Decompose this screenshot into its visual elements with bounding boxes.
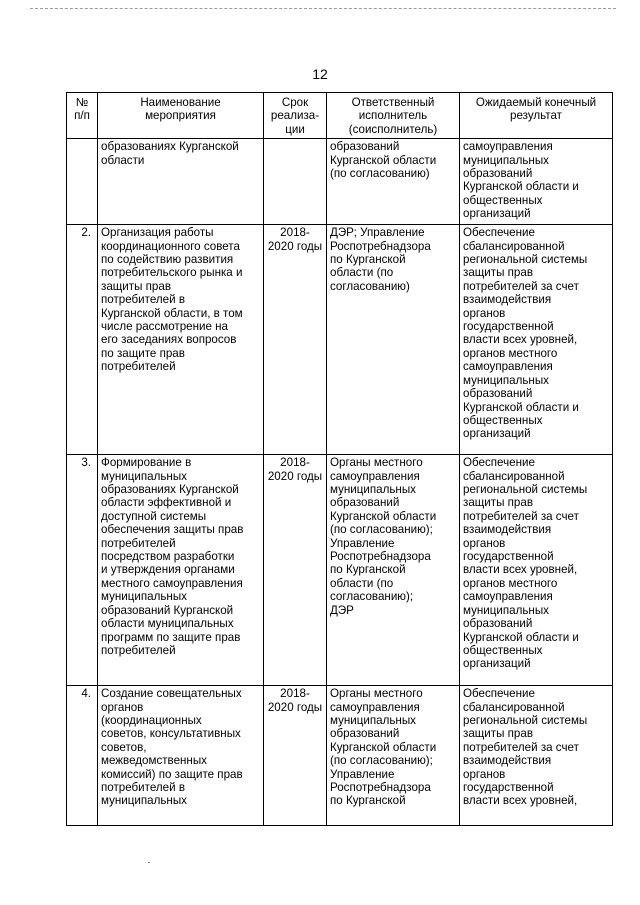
header-term-line: ции: [285, 122, 305, 136]
responsible-cell-line: Курганской области: [330, 740, 437, 754]
activity-cell-line: муниципальных: [101, 794, 187, 808]
responsible-cell-line: муниципальных: [330, 714, 416, 728]
term-cell: [264, 139, 327, 225]
result-cell-line: сбалансированной: [463, 469, 565, 483]
result-cell-line: региональной системы: [463, 483, 588, 497]
responsible-cell-line: Органы местного: [330, 456, 423, 470]
responsible-cell-line: (по согласованию);: [330, 523, 433, 537]
table-row: [67, 455, 613, 686]
responsible-cell-line: области (по: [330, 266, 394, 280]
result-cell-line: власти всех уровней,: [463, 563, 578, 577]
header-number-line: п/п: [74, 109, 90, 123]
activity-cell-line: программ по защите прав: [101, 630, 241, 644]
result-cell-line: организаций: [463, 427, 531, 441]
term-cell: [264, 225, 327, 455]
activity-cell-line: Организация работы: [101, 226, 214, 240]
activity-cell-line: области муниципальных: [101, 617, 234, 631]
header-activity-line: мероприятия: [145, 109, 216, 123]
activity-cell-line: по защите прав: [101, 346, 185, 360]
result-cell-line: образований: [463, 387, 533, 401]
responsible-cell: [327, 455, 460, 686]
result-cell-line: взаимодействия: [463, 293, 552, 307]
result-cell-line: органов: [463, 536, 506, 550]
responsible-cell-line: Управление: [330, 536, 395, 550]
activity-cell-line: потребителей в: [101, 781, 185, 795]
responsible-cell-line: согласованию);: [330, 590, 414, 604]
responsible-cell-line: муниципальных: [330, 483, 416, 497]
activity-cell-line: посредством разработки: [101, 550, 235, 564]
table-row: [67, 139, 613, 225]
result-cell-line: региональной системы: [463, 714, 588, 728]
result-cell: [460, 139, 613, 225]
result-cell-line: Курганской области и: [463, 400, 579, 414]
activity-cell-line: органов: [101, 700, 144, 714]
activity-cell-line: муниципальных: [101, 590, 187, 604]
activity-cell-line: по содействию развития: [101, 253, 234, 267]
header-responsible-line: (соисполнитель): [348, 122, 438, 136]
header-term: [264, 93, 327, 139]
activity-cell-line: (координационных: [101, 714, 202, 728]
header-term-line: Срок: [281, 96, 309, 109]
term-cell: [264, 455, 327, 686]
result-cell-line: образований: [463, 167, 533, 181]
responsible-cell-line: образований: [330, 496, 400, 510]
responsible-cell-line: по Курганской: [330, 794, 406, 808]
term-cell-line: 2018-: [280, 456, 310, 470]
result-cell-line: Курганской области и: [463, 180, 579, 194]
activity-cell-line: советов, консультативных: [101, 727, 241, 741]
result-cell-line: Обеспечение: [463, 456, 535, 470]
result-cell-line: сбалансированной: [463, 239, 565, 253]
result-cell-line: потребителей за счет: [463, 279, 579, 293]
activity-cell-line: потребительского рынка и: [101, 266, 243, 280]
activity-cell-line: области: [101, 153, 145, 167]
activity-cell-line: защиты прав: [101, 279, 171, 293]
responsible-cell-line: образований: [330, 727, 400, 741]
result-cell-line: власти всех уровней,: [463, 794, 578, 808]
header-result: [460, 93, 613, 139]
responsible-cell-line: (по согласованию);: [330, 754, 433, 768]
result-cell-line: взаимодействия: [463, 754, 552, 768]
result-cell-line: региональной системы: [463, 253, 588, 267]
responsible-cell-line: (по согласованию): [330, 167, 430, 181]
term-cell-line: 2018-: [280, 226, 310, 240]
activity-cell-line: местного самоуправления: [101, 576, 243, 590]
result-cell: [460, 686, 613, 826]
activity-cell-line: Формирование в: [101, 456, 192, 470]
header-activity: [98, 93, 264, 139]
activity-cell-line: обеспечения защиты прав: [101, 523, 244, 537]
result-cell-line: государственной: [463, 320, 554, 334]
result-cell-line: защиты прав: [463, 266, 533, 280]
responsible-cell: [327, 139, 460, 225]
responsible-cell-line: Роспотребнадзора: [330, 239, 431, 253]
activity-cell-line: межведомственных: [101, 754, 207, 768]
activity-cell-line: Курганской области, в том: [101, 306, 243, 320]
row-number: 4.: [67, 686, 98, 826]
result-cell-line: потребителей за счет: [463, 740, 579, 754]
responsible-cell-line: Курганской области: [330, 509, 437, 523]
result-cell-line: самоуправления: [463, 140, 553, 154]
result-cell-line: власти всех уровней,: [463, 333, 578, 347]
term-cell-line: 2020 годы: [267, 700, 323, 714]
activity-cell-line: его заседаниях вопросов: [101, 333, 237, 347]
responsible-cell-line: по Курганской: [330, 563, 406, 577]
term-cell-line: 2020 годы: [267, 239, 323, 253]
row-number: 2.: [67, 225, 98, 455]
activity-cell-line: доступной системы: [101, 509, 207, 523]
activity-cell-line: образованиях Курганской: [101, 483, 239, 497]
activity-cell-line: Создание совещательных: [101, 687, 242, 701]
result-cell: [460, 455, 613, 686]
result-cell-line: органов местного: [463, 346, 558, 360]
result-cell-line: Обеспечение: [463, 226, 535, 240]
scan-top-edge: [30, 8, 616, 9]
responsible-cell-line: Роспотребнадзора: [330, 781, 431, 795]
responsible-cell-line: согласованию): [330, 279, 410, 293]
activity-cell-line: и утверждения органами: [101, 563, 235, 577]
result-cell-line: органов: [463, 767, 506, 781]
result-cell-line: государственной: [463, 550, 554, 564]
table-row: [67, 686, 613, 826]
result-cell-line: общественных: [463, 193, 543, 207]
header-responsible: [327, 93, 460, 139]
responsible-cell-line: образований: [330, 140, 400, 154]
table-header-row: [67, 93, 613, 139]
header-result-line: результат: [510, 109, 562, 123]
activity-cell-line: комиссий) по защите прав: [101, 767, 243, 781]
result-cell-line: защиты прав: [463, 496, 533, 510]
result-cell-line: органов местного: [463, 576, 558, 590]
result-cell-line: муниципальных: [463, 603, 549, 617]
activity-cell-line: числе рассмотрение на: [101, 320, 229, 334]
row-number: 3.: [67, 455, 98, 686]
responsible-cell-line: Органы местного: [330, 687, 423, 701]
activity-cell-line: координационного совета: [101, 239, 240, 253]
header-responsible-line: Ответственный: [351, 96, 435, 109]
responsible-cell-line: ДЭР: [330, 603, 354, 617]
activity-cell-line: советов,: [101, 740, 147, 754]
responsible-cell-line: самоуправления: [330, 469, 420, 483]
responsible-cell-line: самоуправления: [330, 700, 420, 714]
result-cell-line: сбалансированной: [463, 700, 565, 714]
activity-cell-line: муниципальных: [101, 469, 187, 483]
result-cell-line: государственной: [463, 781, 554, 795]
term-cell-line: 2018-: [280, 687, 310, 701]
term-cell-line: 2020 годы: [267, 469, 323, 483]
activity-cell: [98, 455, 264, 686]
activity-cell-line: потребителей: [101, 536, 176, 550]
activity-cell-line: образований Курганской: [101, 603, 234, 617]
responsible-cell-line: Курганской области: [330, 153, 437, 167]
result-cell-line: общественных: [463, 413, 543, 427]
result-cell: [460, 225, 613, 455]
activity-cell-line: потребителей в: [101, 293, 185, 307]
result-cell-line: потребителей за счет: [463, 509, 579, 523]
activity-cell-line: потребителей: [101, 643, 176, 657]
responsible-cell-line: по Курганской: [330, 253, 406, 267]
header-result-line: Ожидаемый конечный: [475, 96, 597, 109]
result-cell-line: муниципальных: [463, 373, 549, 387]
result-cell-line: защиты прав: [463, 727, 533, 741]
table-row: [67, 225, 613, 455]
responsible-cell-line: Управление: [330, 767, 395, 781]
header-number-line: №: [75, 96, 89, 109]
result-cell-line: организаций: [463, 207, 531, 221]
result-cell-line: образований: [463, 617, 533, 631]
result-cell-line: органов: [463, 306, 506, 320]
header-term-line: реализа-: [270, 109, 320, 123]
header-number: [67, 93, 98, 139]
responsible-cell: [327, 686, 460, 826]
result-cell-line: самоуправления: [463, 360, 553, 374]
header-responsible-line: исполнитель: [358, 109, 428, 123]
activity-cell-line: потребителей: [101, 360, 176, 374]
activity-cell: [98, 139, 264, 225]
result-cell-line: Обеспечение: [463, 687, 535, 701]
result-cell-line: взаимодействия: [463, 523, 552, 537]
result-cell-line: общественных: [463, 643, 543, 657]
responsible-cell-line: ДЭР; Управление: [330, 226, 425, 240]
responsible-cell: [327, 225, 460, 455]
activity-cell-line: образованиях Курганской: [101, 140, 239, 154]
activities-table: [66, 92, 613, 826]
term-cell: [264, 686, 327, 826]
responsible-cell-line: Роспотребнадзора: [330, 550, 431, 564]
row-number: [67, 139, 98, 225]
result-cell-line: Курганской области и: [463, 630, 579, 644]
page-number: 12: [312, 66, 328, 82]
result-cell-line: самоуправления: [463, 590, 553, 604]
activity-cell-line: области эффективной и: [101, 496, 232, 510]
activity-cell: [98, 225, 264, 455]
result-cell-line: организаций: [463, 657, 531, 671]
header-activity-line: Наименование: [140, 96, 221, 109]
activity-cell: [98, 686, 264, 826]
responsible-cell-line: области (по: [330, 576, 394, 590]
result-cell-line: муниципальных: [463, 153, 549, 167]
scan-speck: [148, 862, 150, 863]
